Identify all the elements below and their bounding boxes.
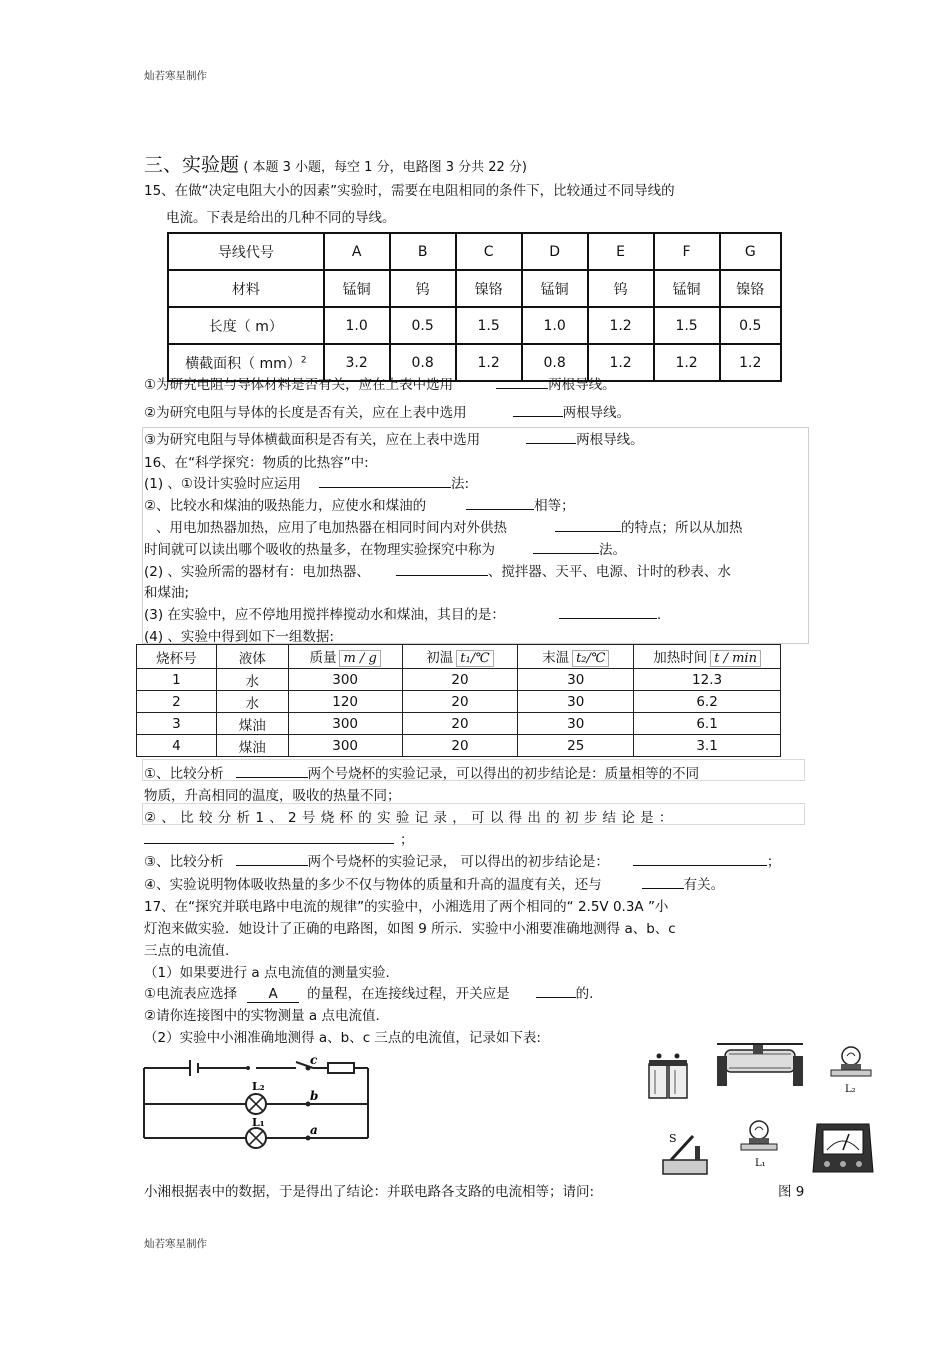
wire-table-cell [654, 307, 720, 344]
q15-s1 [144, 373, 616, 393]
q15-s1-text: ①为研究电阻与导体材料是否有关，应在上表中选用 [144, 377, 454, 393]
cell-text: 0.8 [411, 354, 434, 371]
section-title [144, 150, 527, 177]
q16-p3-post: 的特点；所以从加热 [621, 520, 743, 536]
heat-table-cell: 煤油 [216, 713, 288, 735]
q16-p3-blank[interactable] [555, 519, 621, 532]
wire-table-cell [456, 233, 522, 270]
section-note: ( 本题 3 小题，每空 1 分，电路图 3 分共 22 分) [243, 160, 528, 175]
q16-a3-end: ； [400, 832, 414, 848]
q16-a4-blank1[interactable] [236, 853, 308, 866]
heat-table-cell: 30 [518, 669, 634, 691]
q17-l5-mid: 的量程，在连接线过程，开关应是 [307, 986, 510, 1002]
q16-a4-text: ③、比较分析 [144, 854, 224, 870]
q16-a2: 物质，升高相同的温度，吸收的热量不同； [144, 788, 401, 804]
cell-text: 1.5 [477, 317, 500, 334]
wire-table-row [168, 270, 781, 307]
q17-l5-blank[interactable] [536, 985, 576, 998]
real-label-l1: L₁ [755, 1158, 766, 1169]
q16-a1-post: 两个号烧杯的实验记录，可以得出的初步结论是：质量相等的不同 [307, 766, 700, 782]
circuit-diagram [138, 1052, 378, 1152]
q15-line2: 电流。下表是给出的几种不同的导线。 [166, 210, 396, 226]
rheostat-icon [717, 1044, 803, 1086]
q15-s2 [144, 401, 630, 421]
cell-text: A [351, 243, 362, 260]
cell-text: 1.2 [739, 354, 762, 371]
q17-l1: 17、在“探究并联电路中电流的规律”的实验中，小湘选用了两个相同的“ 2.5V 0.3A ”小 [144, 899, 669, 915]
wire-table-cell [522, 270, 588, 307]
wire-table-cell [324, 270, 390, 307]
cell-text: B [417, 243, 428, 260]
cell-text: 镍铬 [736, 281, 765, 298]
cell-text: 材料 [231, 281, 260, 298]
wire-table [167, 232, 782, 382]
wire-table-cell [390, 233, 456, 270]
wire-table-cell [654, 270, 720, 307]
q17-l5-post: 的. [575, 986, 594, 1002]
wire-table-row-header [168, 307, 324, 344]
q16-a1-text: ①、比较分析 [144, 766, 224, 782]
cell-text: 3.2 [345, 354, 368, 371]
cell-text: 锰铜 [540, 281, 569, 298]
q16-p5-text: (2) 、实验所需的器材有：电加热器、 [144, 564, 370, 580]
heat-table-cell: 煤油 [216, 735, 288, 757]
heat-table-cell: 3.1 [634, 735, 781, 757]
wire-table-cell [324, 307, 390, 344]
heat-table-cell: 3 [137, 713, 217, 735]
unit-label: t₁/℃ [456, 650, 493, 667]
q15-s2-blank[interactable] [513, 404, 563, 417]
q17-l5-text: ①电流表应选择 [144, 986, 238, 1002]
page-header: 灿若寒星制作 [144, 70, 207, 82]
q15-s3-blank[interactable] [526, 431, 576, 444]
heat-table-cell: 300 [288, 713, 402, 735]
cell-text: C [483, 243, 494, 260]
cell-text: 1.5 [675, 317, 698, 334]
wire-table-cell [720, 233, 781, 270]
q16-p3-text: 、用电加热器加热，应用了电加热器在相同时间内对外供热 [156, 520, 507, 536]
resistor-box [328, 1063, 354, 1073]
unit-label: t / min [710, 650, 761, 667]
heat-table-cell: 水 [216, 669, 288, 691]
q16-p2-blank[interactable] [466, 497, 534, 510]
heat-table-row [137, 735, 781, 757]
q16-p4-blank[interactable] [533, 541, 599, 554]
heat-table-cell: 6.1 [634, 713, 781, 735]
q16-a4 [144, 850, 780, 870]
cell-text: D [549, 243, 560, 260]
q16-a1 [144, 762, 699, 782]
heat-table-row [137, 713, 781, 735]
q17-l5-fill[interactable]: A [247, 986, 299, 1003]
q16-p1-post: 法: [451, 476, 470, 492]
q16-p1-blank[interactable] [319, 475, 451, 488]
cell-text: 锰铜 [672, 281, 701, 298]
wire-table-row-header [168, 233, 324, 270]
wire-table-cell [654, 344, 720, 381]
heat-table-cell: 12.3 [634, 669, 781, 691]
wire-table-cell [588, 233, 654, 270]
cell-text: 0.8 [543, 354, 566, 371]
header-text: 烧杯号 [156, 650, 197, 667]
cell-text: 1.2 [609, 354, 632, 371]
heat-table-cell: 20 [402, 713, 518, 735]
header-text: 末温 [542, 650, 570, 666]
cell-text: 1.2 [609, 317, 632, 334]
q16-a3: ② 、 比 较 分 析 1 、 2 号 烧 杯 的 实 验 记 录 ， 可 以 得 出 的 初 步 结 论 是 ： [144, 810, 673, 826]
real-label-s: S [669, 1132, 677, 1145]
header-text: 质量 [309, 650, 337, 666]
q16-a5-text: ④、实验说明物体吸收热量的多少不仅与物体的质量和升高的温度有关，还与 [144, 877, 602, 893]
q16-p3 [156, 516, 743, 536]
wire-table-cell [720, 344, 781, 381]
heat-table [136, 644, 781, 757]
cell-text: 1.0 [345, 317, 368, 334]
lamp-l2-icon [831, 1047, 871, 1076]
cell-text: 1.2 [477, 354, 500, 371]
q16-p7 [144, 603, 661, 623]
label-l2: L₂ [252, 1080, 265, 1093]
header-text: 初温 [426, 650, 454, 666]
heat-table-header [402, 645, 518, 669]
wire-table-cell [720, 270, 781, 307]
cell-text: 导线代号 [217, 244, 274, 261]
heat-table-cell: 20 [402, 669, 518, 691]
cell-text: 镍铬 [474, 281, 503, 298]
wire-table-cell [456, 307, 522, 344]
heat-table-cell: 300 [288, 735, 402, 757]
wire-table-cell [654, 233, 720, 270]
q17-l8: 小湘根据表中的数据，于是得出了结论：并联电路各支路的电流相等；请问: [144, 1184, 595, 1200]
q16-title: 16、在“科学探究：物质的比热容”中: [144, 455, 369, 471]
header-text: 液体 [238, 650, 266, 667]
heat-table-row [137, 691, 781, 713]
lamp-l1-icon [741, 1121, 777, 1150]
cell-text: 横截面积（ mm） [185, 355, 301, 372]
cell-text: 0.5 [411, 317, 434, 334]
q16-a4-mid: 两个号烧杯的实验记录， 可以得出的初步结论是： [307, 854, 609, 870]
q16-p2-post: 相等； [534, 498, 575, 514]
wire-table-cell [390, 270, 456, 307]
heat-table-header [137, 645, 217, 669]
q15-s3-text: ③为研究电阻与导体横截面积是否有关，应在上表中选用 [144, 432, 481, 448]
heat-table-cell: 30 [518, 713, 634, 735]
ammeter-icon [813, 1124, 873, 1172]
q17-l5 [144, 982, 593, 1003]
heat-table-cell: 6.2 [634, 691, 781, 713]
section-heading: 三、实验题 [144, 154, 240, 176]
wire-table-cell [588, 307, 654, 344]
real-label-l2: L₂ [845, 1084, 856, 1095]
cell-text: 1.2 [675, 354, 698, 371]
q15-s2-post: 两根导线。 [562, 405, 631, 421]
q16-a4-end: ； [766, 854, 781, 870]
wire-table-row [168, 307, 781, 344]
real-components-figure [645, 1042, 885, 1182]
q16-a3-blank[interactable] [144, 831, 394, 844]
wire-table-row-header [168, 270, 324, 307]
q16-a3-line [144, 828, 414, 848]
q16-p1-text: (1) 、①设计实验时应运用 [144, 476, 302, 492]
cell-text: 长度（ m） [208, 318, 283, 335]
q17-l7: （2）实验中小湘准确地测得 a、b、c 三点的电流值，记录如下表: [144, 1030, 541, 1046]
q17-l2: 灯泡来做实验．她设计了正确的电路图，如图 9 所示．实验中小湘要准确地测得 a、b、c [144, 921, 676, 937]
wire-table-cell [522, 233, 588, 270]
q16-a5 [144, 873, 724, 893]
heat-table-cell: 120 [288, 691, 402, 713]
heat-table-header [216, 645, 288, 669]
q16-p8: (4) 、实验中得到如下一组数据: [144, 629, 334, 645]
q17-l6: ②请你连接图中的实物测量 a 点电流值. [144, 1008, 380, 1024]
cell-text: F [682, 243, 691, 260]
q17-l4: （1）如果要进行 a 点电流值的测量实验. [144, 965, 390, 981]
wire-table-row [168, 233, 781, 270]
q16-p7-blank[interactable] [559, 606, 657, 619]
q15-s2-text: ②为研究电阻与导体的长度是否有关，应在上表中选用 [144, 405, 467, 421]
q16-a5-blank[interactable] [642, 876, 684, 889]
heat-table-header [518, 645, 634, 669]
heat-table-cell: 2 [137, 691, 217, 713]
heat-table-cell: 20 [402, 735, 518, 757]
q16-p4-post: 法。 [599, 542, 626, 558]
q16-p7-text: (3) 在实验中，应不停地用搅拌棒搅动水和煤油，其目的是： [144, 607, 505, 623]
wire-table-cell [324, 233, 390, 270]
q15-s3-post: 两根导线。 [576, 432, 644, 448]
q16-p1 [144, 472, 469, 492]
q15-s1-blank[interactable] [496, 376, 548, 389]
q16-p5-blank[interactable] [396, 563, 488, 576]
cell-text: E [616, 243, 626, 260]
heat-table-cell: 20 [402, 691, 518, 713]
heat-table-cell: 300 [288, 669, 402, 691]
q17-l3: 三点的电流值. [144, 943, 230, 959]
heat-table-header [634, 645, 781, 669]
cell-text: G [744, 243, 756, 260]
heat-table-cell: 1 [137, 669, 217, 691]
cell-text: 1.0 [543, 317, 566, 334]
q15-line1: 15、在做“决定电阻大小的因素”实验时，需要在电阻相同的条件下，比较通过不同导线的 [144, 183, 675, 199]
label-c: c [310, 1053, 318, 1067]
q16-p4 [144, 538, 626, 558]
heat-table-cell: 30 [518, 691, 634, 713]
label-b: b [310, 1089, 319, 1103]
page-footer: 灿若寒星制作 [144, 1238, 207, 1250]
wire-table-cell [456, 270, 522, 307]
area-superscript: 2 [300, 354, 307, 365]
cell-text: 锰铜 [342, 281, 371, 298]
q16-a4-blank2[interactable] [633, 853, 767, 866]
heat-table-cell: 4 [137, 735, 217, 757]
cell-text: 钨 [415, 281, 430, 298]
cell-text: 0.5 [739, 317, 762, 334]
q16-p2-text: ②、比较水和煤油的吸热能力，应使水和煤油的 [144, 498, 427, 514]
header-text: 加热时间 [653, 650, 708, 666]
wire-table-cell [522, 307, 588, 344]
heat-table-header [288, 645, 402, 669]
heat-table-cell: 水 [216, 691, 288, 713]
q15-s1-post: 两根导线。 [548, 377, 616, 393]
q16-p6: 和煤油; [144, 585, 190, 601]
unit-label: t₂/℃ [572, 650, 609, 667]
q16-a1-blank[interactable] [236, 765, 308, 778]
label-l1: L₁ [252, 1116, 265, 1129]
unit-label: m / g [339, 650, 380, 667]
heat-table-cell: 25 [518, 735, 634, 757]
figure-label: 图 9 [778, 1184, 805, 1200]
battery-icon [649, 1054, 687, 1099]
q16-p5 [144, 560, 731, 580]
q16-p5-post: 、搅拌器、天平、电源、计时的秒表、水 [487, 564, 731, 580]
q16-p4-text: 时间就可以读出哪个吸收的热量多，在物理实验探究中称为 [144, 542, 495, 558]
heat-table-row [137, 669, 781, 691]
wire-table-cell [720, 307, 781, 344]
lamp-l1-symbol [246, 1128, 266, 1148]
lamp-l2-symbol [246, 1094, 266, 1114]
q16-p7-post: . [656, 607, 662, 623]
wire-table-cell [588, 270, 654, 307]
cell-text: 钨 [613, 281, 628, 298]
q16-p2 [144, 494, 575, 514]
q16-a5-post: 有关。 [683, 877, 725, 893]
label-a: a [310, 1123, 318, 1137]
wire-table-cell [390, 307, 456, 344]
q15-s3 [144, 428, 644, 448]
